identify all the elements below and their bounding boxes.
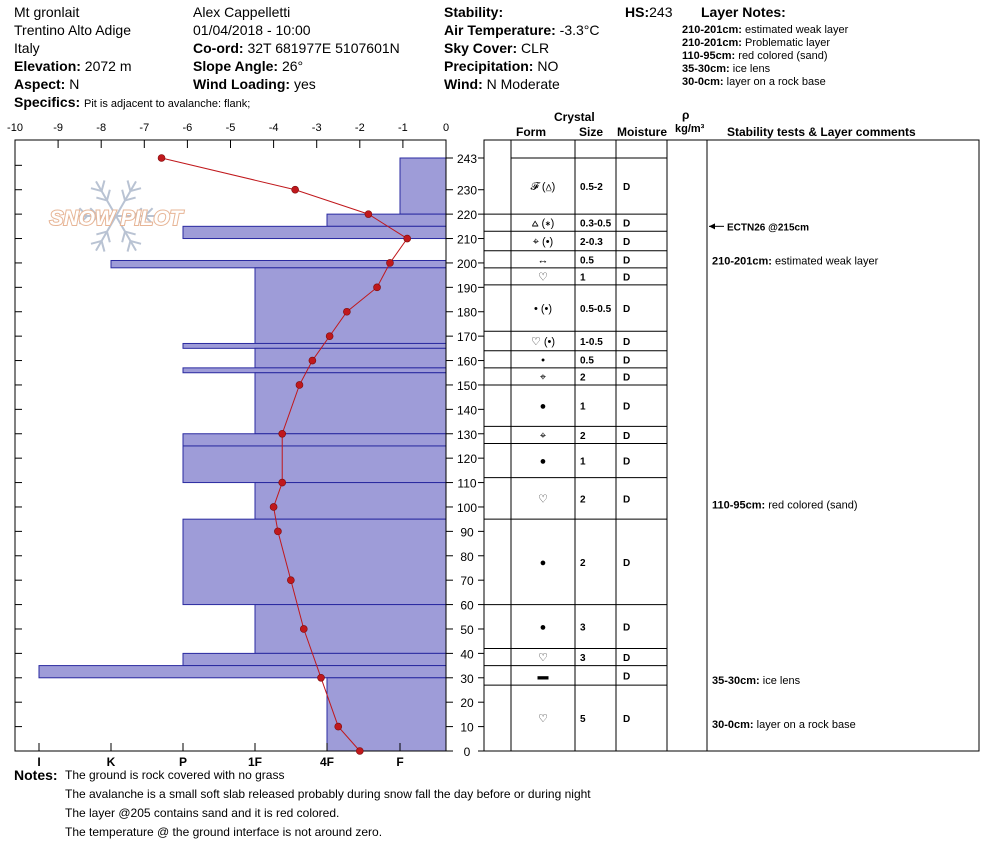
depth-tick-label: 140 xyxy=(456,403,478,418)
layer-size: 1 xyxy=(580,456,586,468)
wind-label: Wind: xyxy=(444,76,483,92)
layer-size: 2 xyxy=(580,557,586,569)
layer-note-text: red colored (sand) xyxy=(738,50,828,62)
temperature-tick-label: 0 xyxy=(442,122,450,134)
depth-tick-label: 90 xyxy=(460,525,474,540)
hardness-bars xyxy=(39,158,446,751)
temperature-point xyxy=(158,155,165,162)
temperature-tick-label: -4 xyxy=(268,122,279,134)
temperature-point xyxy=(318,674,325,681)
depth-tick-label: 150 xyxy=(456,378,478,393)
stability-comment-range: 110-95cm: xyxy=(712,499,769,512)
note-line: The layer @205 contains sand and it is red colored. xyxy=(65,806,340,820)
layer-size: 5 xyxy=(580,714,586,726)
layer-moisture: D xyxy=(623,337,631,349)
layer-moisture: D xyxy=(623,456,631,468)
layer-size: 2 xyxy=(580,430,586,442)
form-header: Form xyxy=(516,125,546,139)
layer-size: 2 xyxy=(580,494,586,506)
notes-title: Notes: xyxy=(14,767,58,783)
layer-form: ↔ xyxy=(537,254,549,267)
layer-form: ⌖ xyxy=(539,429,547,442)
hardness-bar xyxy=(183,446,446,483)
layer-form: ♡ xyxy=(538,493,548,506)
depth-tick-label: 100 xyxy=(456,500,478,515)
temperature-point xyxy=(356,748,363,755)
site-region: Trentino Alto Adige xyxy=(14,22,132,38)
moisture-header: Moisture xyxy=(617,125,668,139)
depth-tick-label: 230 xyxy=(456,183,478,198)
layer-size: 3 xyxy=(580,653,586,665)
layer-note-text: Problematic layer xyxy=(745,37,830,49)
hardness-tick-label: I xyxy=(37,755,41,769)
temperature-point xyxy=(343,308,350,315)
temperature-tick-label: -3 xyxy=(311,122,322,134)
temperature-point xyxy=(386,259,393,266)
hardness-tick-label: K xyxy=(106,755,116,769)
hardness-bar xyxy=(327,214,446,226)
depth-tick-label: 80 xyxy=(460,549,474,564)
temperature-tick-label: -10 xyxy=(7,122,23,134)
stability-test-result: ECTN26 @215cm xyxy=(727,222,810,234)
layer-form: ● xyxy=(539,621,547,634)
hardness-tick-label: 4F xyxy=(319,755,335,769)
depth-tick-label: 30 xyxy=(460,671,474,686)
depth-tick-label: 243 xyxy=(456,152,478,166)
depth-tick-label: 210 xyxy=(456,232,478,247)
depth-tick-label: 50 xyxy=(460,622,474,637)
layer-form: ● xyxy=(539,400,547,413)
depth-tick-label: 40 xyxy=(460,647,474,662)
layer-form: • (•) xyxy=(533,303,553,316)
stability-tests-header: Stability tests & Layer comments xyxy=(727,125,916,139)
layer-moisture: D xyxy=(623,557,631,569)
temperature-point xyxy=(404,235,411,242)
layer-note-text: layer on a rock base xyxy=(726,76,826,88)
depth-tick-label: 170 xyxy=(456,330,478,345)
layer-note-range: 210-201cm: xyxy=(682,24,742,36)
hs-label: HS: xyxy=(625,4,650,20)
layer-moisture: D xyxy=(623,272,631,284)
layer-form: ⌖ (•) xyxy=(532,235,554,248)
depth-tick-label: 110 xyxy=(457,476,477,491)
hardness-bar xyxy=(39,666,446,678)
snowflake-branch xyxy=(107,190,110,201)
temperature-point xyxy=(279,430,286,437)
layer-form: 𝓕 (⩟) xyxy=(530,181,556,194)
layer-moisture: D xyxy=(623,182,631,194)
hardness-bar xyxy=(255,373,446,434)
stability-comment xyxy=(712,500,858,512)
wind-loading-label: Wind Loading: xyxy=(193,76,291,92)
hardness-tick-label: F xyxy=(396,755,404,769)
stability-comment xyxy=(712,719,856,731)
layer-moisture: D xyxy=(623,355,631,367)
temperature-point xyxy=(365,211,372,218)
layer-note-text: ice lens xyxy=(732,63,771,75)
stability-comment-text: estimated weak layer xyxy=(775,255,879,268)
layer-moisture: D xyxy=(623,255,631,267)
depth-tick-label: 120 xyxy=(456,452,478,467)
depth-tick-label: 160 xyxy=(456,354,478,369)
layer-size: 0.5-2 xyxy=(580,182,603,194)
snowflake-branch xyxy=(128,180,131,191)
layer-moisture: D xyxy=(623,714,631,726)
site-name: Mt gronlait xyxy=(14,4,80,20)
stability-comment-text: red colored (sand) xyxy=(768,499,858,512)
stability-comment-text: ice lens xyxy=(762,675,801,688)
hardness-tick-label: 1F xyxy=(247,755,263,769)
layer-size: 0.5 xyxy=(580,255,594,267)
layer-form: ♡ xyxy=(538,713,548,726)
layer-form: ♡ (•) xyxy=(530,336,556,349)
layer-note-range: 210-201cm: xyxy=(682,37,742,49)
snowflake-branch xyxy=(122,232,125,243)
specifics-label: Specifics: xyxy=(14,94,81,110)
layer-size: 3 xyxy=(580,622,586,634)
depth-tick-label: 70 xyxy=(460,574,474,589)
hardness-bar xyxy=(183,368,446,373)
slope-value: 26° xyxy=(281,58,304,74)
layer-note-text: estimated weak layer xyxy=(745,24,849,36)
snowflake-branch xyxy=(107,232,110,243)
precip-value: NO xyxy=(537,58,559,74)
note-line: The avalanche is a small soft slab released probably during snow fall the day before or during night xyxy=(65,787,591,801)
hardness-bar xyxy=(255,483,446,520)
depth-tick-label: 10 xyxy=(460,720,474,735)
snowpilot-wordmark: SNOW PILOT xyxy=(49,207,183,230)
sky-value: CLR xyxy=(521,40,550,56)
hardness-tick-label: P xyxy=(178,755,188,769)
layer-form: ♡ xyxy=(538,652,548,665)
note-line: The temperature @ the ground interface is not around zero. xyxy=(65,825,383,839)
snowflake-branch xyxy=(102,180,105,191)
temperature-point xyxy=(326,333,333,340)
depth-tick-label: 60 xyxy=(460,598,474,613)
hardness-bar xyxy=(255,348,446,368)
temperature-point xyxy=(374,284,381,291)
snowflake-branch xyxy=(122,190,125,201)
hardness-bar xyxy=(255,268,446,344)
depth-tick-label: 0 xyxy=(463,745,471,759)
hardness-bar xyxy=(183,434,446,446)
layer-note-range: 35-30cm: xyxy=(682,63,730,75)
sky-label: Sky Cover: xyxy=(444,40,518,56)
layer-form: ● xyxy=(539,556,547,569)
temperature-point xyxy=(300,625,307,632)
hardness-bar xyxy=(255,605,446,654)
stability-comment-range: 30-0cm: xyxy=(712,719,757,732)
elevation-value: 2072 m xyxy=(84,58,132,74)
observer: Alex Cappelletti xyxy=(193,4,291,20)
datetime: 01/04/2018 - 10:00 xyxy=(193,22,311,38)
layer-form: ♡ xyxy=(538,271,548,284)
temperature-tick-label: -2 xyxy=(354,122,365,134)
layer-notes-title: Layer Notes: xyxy=(701,4,786,20)
layer-size: 0.5-0.5 xyxy=(580,304,612,316)
depth-tick-label: 190 xyxy=(456,281,478,296)
aspect-value: N xyxy=(69,76,80,92)
temperature-point xyxy=(335,723,342,730)
wind-value: N Moderate xyxy=(486,76,560,92)
hardness-bar xyxy=(327,678,446,751)
hardness-bar xyxy=(400,158,446,214)
stability-label: Stability: xyxy=(444,4,504,20)
slope-label: Slope Angle: xyxy=(193,58,279,74)
layer-size: 0.5 xyxy=(580,355,594,367)
temperature-point xyxy=(296,381,303,388)
temperature-point xyxy=(274,528,281,535)
layer-form: ● xyxy=(539,455,547,468)
layer-form: ⌖ xyxy=(539,371,547,384)
hs-value: 243 xyxy=(649,4,673,20)
layer-size: 1-0.5 xyxy=(580,337,603,349)
layer-moisture: D xyxy=(623,304,631,316)
air-temp-label: Air Temperature: xyxy=(444,22,556,38)
elevation-label: Elevation: xyxy=(14,58,81,74)
layer-note-range: 30-0cm: xyxy=(682,76,724,88)
aspect-label: Aspect: xyxy=(14,76,66,92)
layer-moisture: D xyxy=(623,430,631,442)
stability-comment-range: 210-201cm: xyxy=(712,255,775,268)
temperature-point xyxy=(309,357,316,364)
depth-tick-label: 220 xyxy=(456,208,478,223)
depth-tick-label: 180 xyxy=(456,305,478,320)
layer-size: 0.3-0.5 xyxy=(580,218,612,230)
layer-form: ⩟ (∗) xyxy=(531,217,555,230)
layer-moisture: D xyxy=(623,671,631,683)
hardness-bar xyxy=(111,260,446,267)
depth-tick-label: 20 xyxy=(460,696,474,711)
crystal-header: Crystal xyxy=(554,110,595,124)
snowpilot-watermark xyxy=(50,180,185,251)
hardness-bar xyxy=(183,343,446,348)
air-temp-value: -3.3°C xyxy=(559,22,600,38)
layer-moisture: D xyxy=(623,401,631,413)
precip-label: Precipitation: xyxy=(444,58,534,74)
hardness-bar xyxy=(183,519,446,604)
density-unit-header: kg/m³ xyxy=(675,123,705,135)
layer-moisture: D xyxy=(623,653,631,665)
coord-value: 32T 681977E 5107601N xyxy=(247,40,400,56)
stability-comment-range: 35-30cm: xyxy=(712,675,763,688)
wind-loading-value: yes xyxy=(293,76,316,92)
size-header: Size xyxy=(579,125,604,139)
depth-tick-label: 130 xyxy=(456,427,478,442)
layer-note-range: 110-95cm: xyxy=(682,50,736,62)
coord-label: Co-ord: xyxy=(193,40,244,56)
temperature-point xyxy=(270,503,277,510)
layer-table xyxy=(484,140,979,751)
stability-comment-text: layer on a rock base xyxy=(756,719,856,732)
layer-moisture: D xyxy=(623,494,631,506)
temperature-tick-label: -7 xyxy=(139,122,150,134)
temperature-point xyxy=(279,479,286,486)
specifics-value: Pit is adjacent to avalanche: flank; xyxy=(84,98,251,110)
layer-form: ▬ xyxy=(537,670,549,683)
layer-moisture: D xyxy=(623,236,631,248)
stability-comment xyxy=(712,675,801,687)
layer-size: 2 xyxy=(580,372,586,384)
note-line: The ground is rock covered with no grass xyxy=(65,768,285,782)
temperature-tick-label: -9 xyxy=(53,122,63,134)
layer-moisture: D xyxy=(623,218,631,230)
stability-arrowhead xyxy=(709,223,715,229)
layer-size: 1 xyxy=(580,272,586,284)
temperature-tick-label: -6 xyxy=(182,122,193,134)
temperature-tick-label: -1 xyxy=(398,122,408,134)
site-country: Italy xyxy=(14,40,40,56)
stability-comment xyxy=(712,255,879,267)
temperature-tick-label: -5 xyxy=(225,122,236,134)
snowflake-branch xyxy=(102,241,105,252)
layer-moisture: D xyxy=(623,372,631,384)
temperature-tick-label: -8 xyxy=(96,122,107,134)
layer-size: 2-0.3 xyxy=(580,236,603,248)
depth-tick-label: 200 xyxy=(456,256,478,271)
snowflake-branch xyxy=(128,241,131,252)
temperature-point xyxy=(287,577,294,584)
rho-header: ρ xyxy=(682,108,690,122)
temperature-point xyxy=(292,186,299,193)
layer-moisture: D xyxy=(623,622,631,634)
layer-form: • xyxy=(541,354,545,367)
layer-size: 1 xyxy=(580,401,586,413)
